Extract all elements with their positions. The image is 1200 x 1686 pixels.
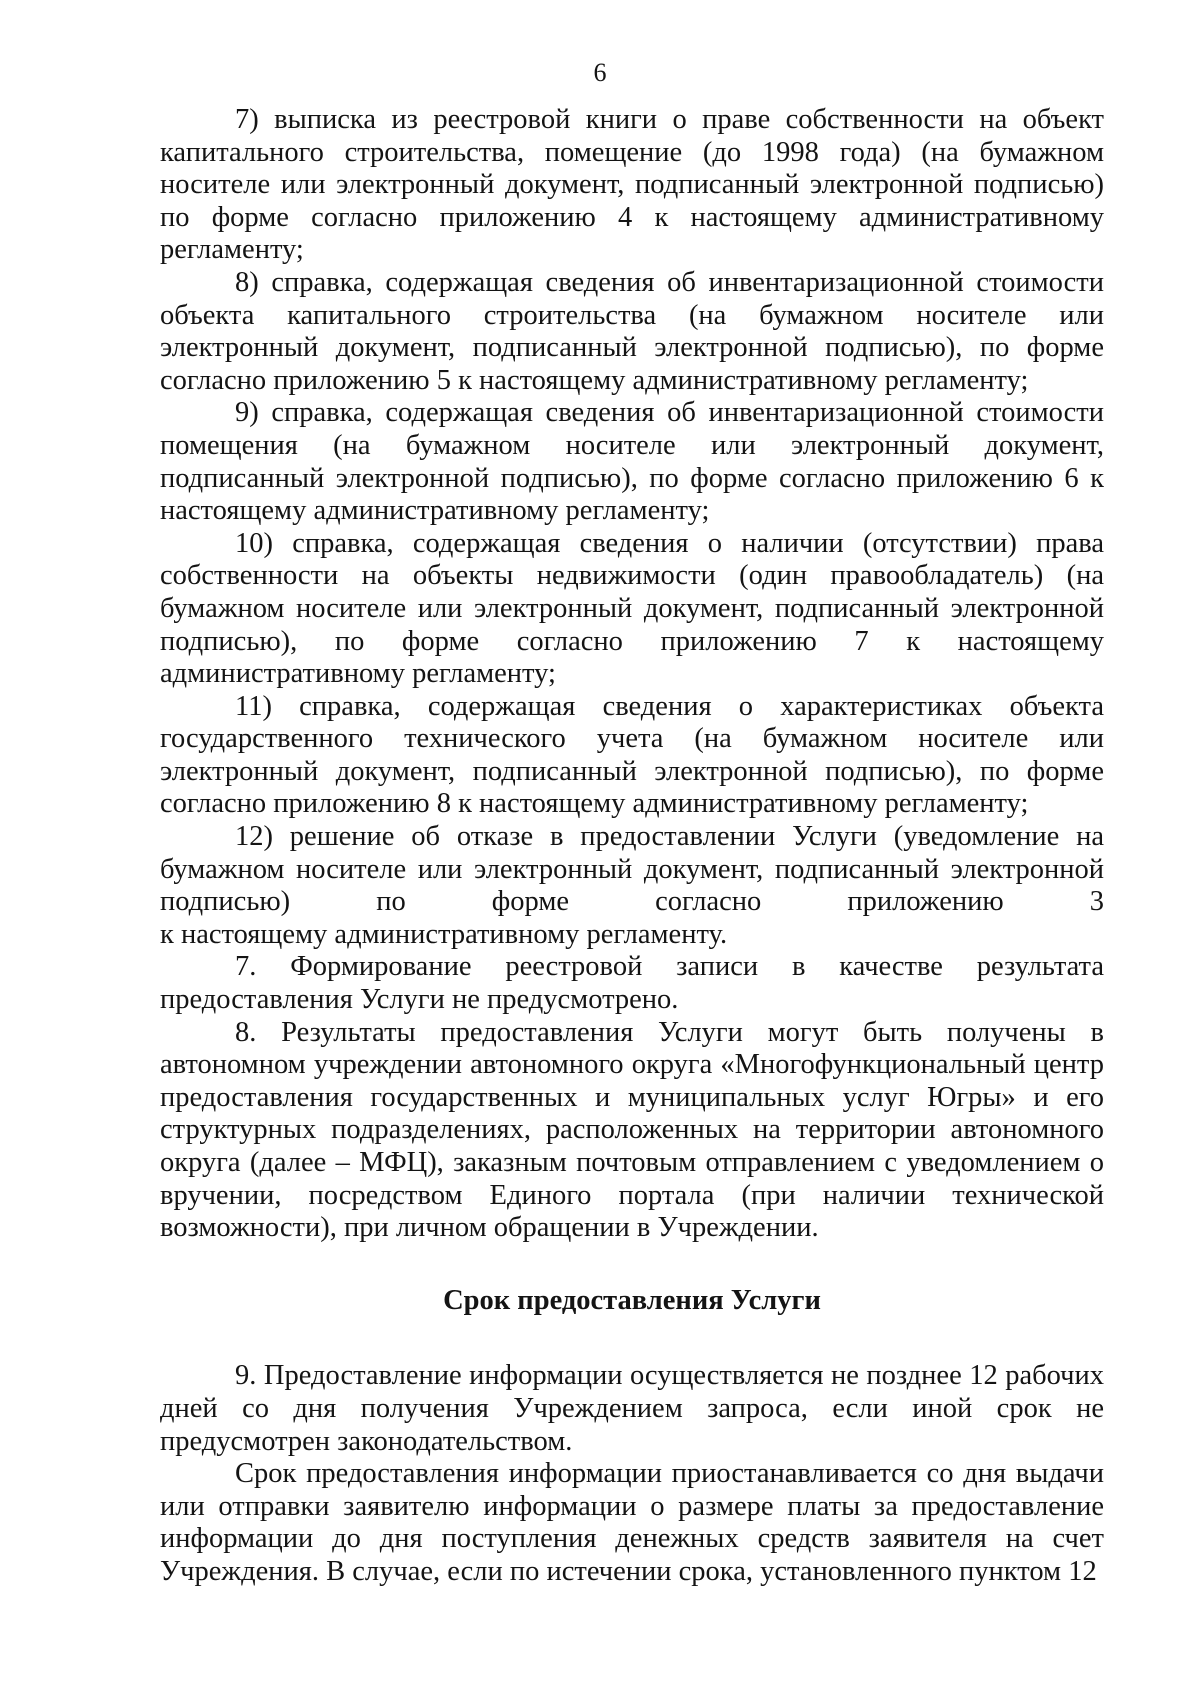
list-item-9: 9) справка, содержащая сведения об инвентаризационной стоимости помещения (на бумажном носителе или электронный документ, подписанный электронной подписью), по форме согласно приложению 6 к настоящему административному регламенту; [160,397,1104,527]
document-body [160,104,1104,1589]
spacer [160,1317,1104,1360]
clause-7: 7. Формирование реестровой записи в качестве результата предоставления Услуги не предусмотрено. [160,951,1104,1016]
clause-9-continuation: Срок предоставления информации приостанавливается со дня выдачи или отправки заявителю информации о размере платы за предоставление информации до дня поступления денежных средств заявителя на счет Учреждения. В случае, если по истечении срока, установленного пунктом 12 [160,1458,1104,1587]
list-item-11: 11) справка, содержащая сведения о характеристиках объекта государственного технического учета (на бумажном носителе или электронный документ, подписанный электронной подписью), по форме согласно приложению 8 к настоящему административному регламенту; [160,690,1104,820]
list-item-8: 8) справка, содержащая сведения об инвентаризационной стоимости объекта капитального строительства (на бумажном носителе или электронный документ, подписанный электронной подписью), по форме согласно приложению 5 к настоящему административному регламенту; [160,266,1104,396]
spacer [160,1245,1104,1285]
list-item-10: 10) справка, содержащая сведения о наличии (отсутствии) права собственности на объекты недвижимости (один правообладатель) (на бумажном носителе или электронный документ, подписанный электронной подписью), по форме согласно приложению 7 к настоящему административному регламенту; [160,527,1104,690]
section-heading: Срок предоставления Услуги [443,1284,821,1316]
clause-8: 8. Результаты предоставления Услуги могут быть получены в автономном учреждении автономного округа «Многофункциональный центр предоставления государственных и муниципальных услуг Югры» и его структурных подразделениях, расположенных на территории автономного округа (далее – МФЦ), заказным почтовым отправлением с уведомлением о вручении, посредством Единого портала (при наличии технической возможности), при личном обращении в Учреждении. [160,1016,1104,1244]
clause-9: 9. Предоставление информации осуществляется не позднее 12 рабочих дней со дня получения Учреждением запроса, если иной срок не предусмотрен законодательством. [160,1360,1104,1457]
list-item-12-continuation: к настоящему административному регламенту. [160,918,728,950]
list-item-7: 7) выписка из реестровой книги о праве собственности на объект капитального строительства, помещение (до 1998 года) (на бумажном носителе или электронный документ, подписанный электронной подписью) по форме согласно приложению 4 к настоящему административному регламенту; [160,104,1104,266]
list-item-12: 12) решение об отказе в предоставлении Услуги (уведомление на бумажном носителе или электронный документ, подписанный электронной подписью) по форме согласно приложению 3 [160,821,1104,918]
page-number: 6 [593,58,607,87]
